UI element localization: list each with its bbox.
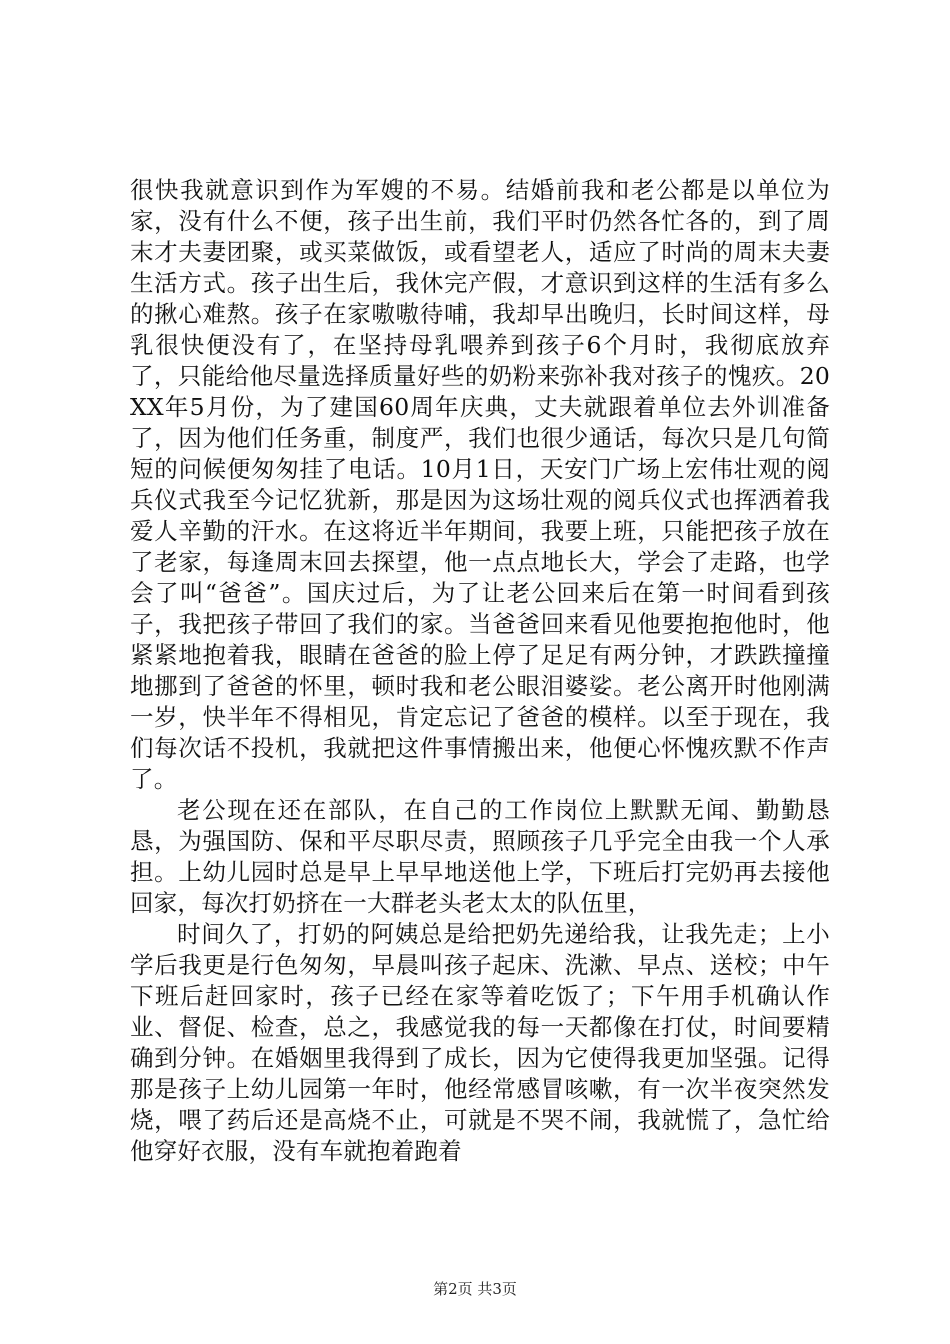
paragraph-2: 老公现在还在部队，在自己的工作岗位上默默无闻、勤勤恳恳，为强国防、保和平尽职尽责，照顾孩子几乎完全由我一个人承担。上幼儿园时总是早上早早地送他上学，下班后打完奶再去接他回家，每次打奶挤在一大群老头老太太的队伍里， [130, 796, 830, 917]
paragraph-3: 时间久了，打奶的阿姨总是给把奶先递给我，让我先走；上小学后我更是行色匆匆，早晨叫孩子起床、洗漱、早点、送校；中午下班后赶回家时，孩子已经在家等着吃饭了；下午用手机确认作业、督促、检查，总之，我感觉我的每一天都像在打仗，时间要精确到分钟。在婚姻里我得到了成长，因为它使得我更加坚强。记得那是孩子上幼儿园第一年时，他经常感冒咳嗽，有一次半夜突然发烧，喂了药后还是高烧不止，可就是不哭不闹，我就慌了，急忙给他穿好衣服，没有车就抱着跑着 [130, 920, 830, 1165]
page-footer: 第2页 共3页 [433, 1280, 517, 1298]
paragraph-1: 很快我就意识到作为军嫂的不易。结婚前我和老公都是以单位为家，没有什么不便，孩子出生前，我们平时仍然各忙各的，到了周末才夫妻团聚，或买菜做饭，或看望老人，适应了时尚的周末夫妻生活方式。孩子出生后，我休完产假，才意识到这样的生活有多么的揪心难熬。孩子在家嗷嗷待哺，我却早出晚归，长时间这样，母乳很快便没有了，在坚持母乳喂养到孩子6个月时，我彻底放弃了，只能给他尽量选择质量好些的奶粉来弥补我对孩子的愧疚。20XX年5月份，为了建国60周年庆典，丈夫就跟着单位去外训准备了，因为他们任务重，制度严，我们也很少通话，每次只是几句简短的问候便匆匆挂了电话。10月1日，天安门广场上宏伟壮观的阅兵仪式我至今记忆犹新，那是因为这场壮观的阅兵仪式也挥洒着我爱人辛勤的汗水。在这将近半年期间，我要上班，只能把孩子放在了老家，每逢周末回去探望，他一点点地长大，学会了走路，也学会了叫“爸爸”。国庆过后，为了让老公回来后在第一时间看到孩子，我把孩子带回了我们的家。当爸爸回来看见他要抱抱他时，他紧紧地抱着我，眼睛在爸爸的脸上停了足足有两分钟，才跌跌撞撞地挪到了爸爸的怀里，顿时我和老公眼泪婆娑。老公离开时他刚满一岁，快半年不得相见，肯定忘记了爸爸的模样。以至于现在，我们每次话不投机，我就把这件事情搬出来，他便心怀愧疚默不作声了。 [130, 176, 830, 793]
document-body [130, 175, 830, 1167]
